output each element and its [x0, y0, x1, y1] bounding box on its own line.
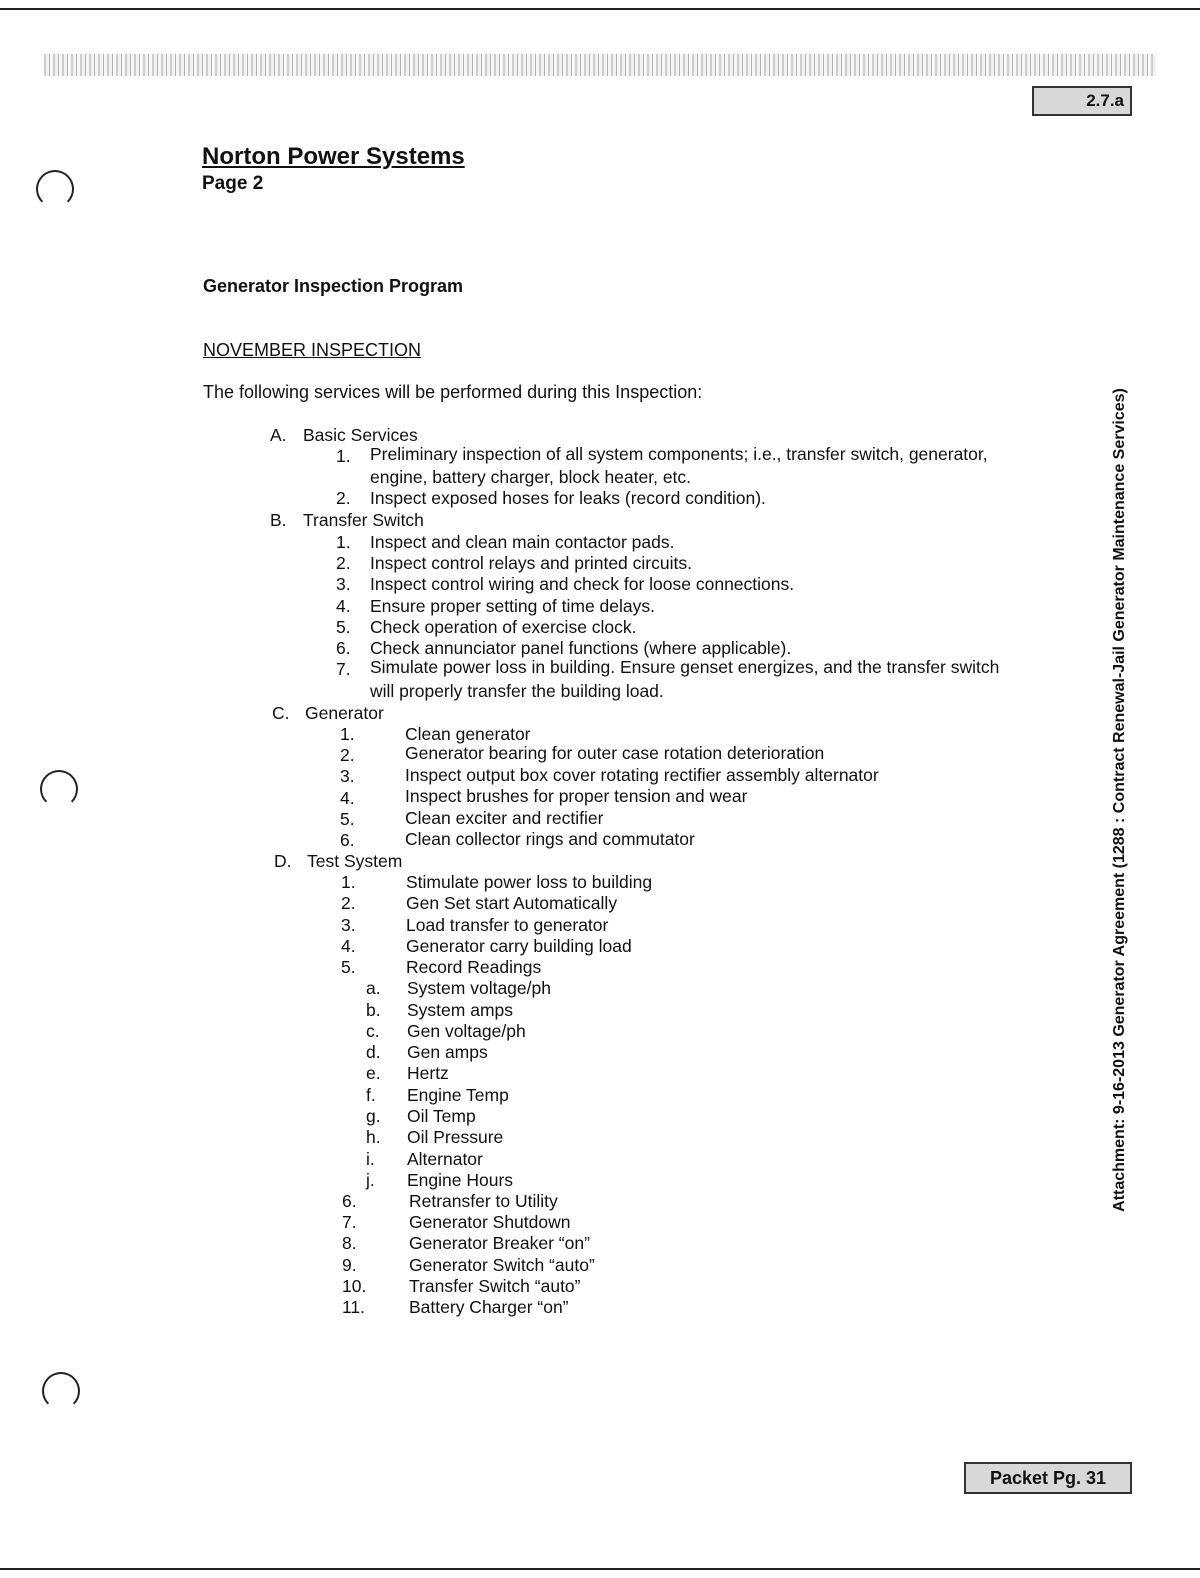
list-item-continuation: will properly transfer the building load.	[370, 681, 664, 701]
list-item: Stimulate power loss to building	[406, 872, 653, 892]
page-number: Page 2	[202, 173, 264, 194]
list-item: Simulate power loss in building. Ensure genset energizes, and the transfer switch	[370, 657, 1000, 677]
reading-item: Engine Temp	[407, 1085, 509, 1105]
section-d-marker: D.	[274, 851, 292, 871]
list-number: 8.	[342, 1233, 357, 1253]
list-item: Preliminary inspection of all system components; i.e., transfer switch, generator,	[370, 444, 988, 464]
section-c-title: Generator	[305, 703, 384, 723]
reading-letter: i.	[366, 1149, 375, 1169]
list-item: Inspect control relays and printed circuits.	[370, 553, 692, 573]
list-item: Load transfer to generator	[406, 915, 609, 935]
list-number: 2.	[336, 553, 351, 573]
list-item: Check operation of exercise clock.	[370, 617, 637, 637]
list-item: Generator carry building load	[406, 936, 632, 956]
list-item: Inspect and clean main contactor pads.	[370, 532, 675, 552]
list-number: 5.	[336, 617, 351, 637]
reading-item: Hertz	[407, 1063, 449, 1083]
reading-item: System amps	[407, 1000, 513, 1020]
list-item: Gen Set start Automatically	[406, 893, 618, 913]
list-item: Clean collector rings and commutator	[405, 829, 695, 849]
reading-letter: h.	[366, 1127, 381, 1147]
section-a-title: Basic Services	[303, 425, 418, 445]
packet-page-tag: Packet Pg. 31	[964, 1462, 1132, 1494]
punch-hole-icon	[42, 1372, 80, 1410]
list-item: Check annunciator panel functions (where applicable).	[370, 638, 792, 658]
list-number: 3.	[336, 574, 351, 594]
list-item: Clean generator	[405, 724, 531, 744]
list-number: 2.	[336, 488, 351, 508]
bottom-border-line	[0, 1568, 1200, 1570]
reading-letter: j.	[366, 1170, 375, 1190]
company-name: Norton Power Systems	[202, 143, 465, 170]
list-number: 9.	[342, 1255, 357, 1275]
list-number: 1.	[336, 446, 351, 466]
reading-item: Oil Pressure	[407, 1127, 504, 1147]
list-number: 3.	[341, 915, 356, 935]
list-item: Generator Breaker “on”	[409, 1233, 590, 1253]
section-b-marker: B.	[270, 510, 287, 530]
list-item: Ensure proper setting of time delays.	[370, 596, 656, 616]
list-item: Record Readings	[406, 957, 542, 977]
top-border-line	[0, 8, 1200, 10]
reading-item: Gen voltage/ph	[407, 1021, 526, 1041]
list-number: 1.	[336, 532, 351, 552]
list-number: 6.	[336, 638, 351, 658]
section-b-title: Transfer Switch	[303, 510, 424, 530]
reading-letter: f.	[366, 1085, 376, 1105]
list-number: 4.	[336, 596, 351, 616]
reading-letter: b.	[366, 1000, 381, 1020]
reading-item: Gen amps	[407, 1042, 488, 1062]
reading-letter: e.	[366, 1063, 381, 1083]
section-title: NOVEMBER INSPECTION	[203, 340, 422, 360]
list-item: Transfer Switch “auto”	[409, 1276, 581, 1296]
section-d-title: Test System	[307, 851, 403, 871]
reading-letter: a.	[366, 978, 381, 998]
list-item-continuation: engine, battery charger, block heater, etc.	[370, 467, 692, 487]
list-item: Generator bearing for outer case rotation deterioration	[405, 743, 825, 763]
section-a-marker: A.	[270, 425, 287, 445]
list-item: Battery Charger “on”	[409, 1297, 569, 1317]
reading-letter: d.	[366, 1042, 381, 1062]
reading-item: Alternator	[407, 1149, 483, 1169]
list-number: 1.	[340, 724, 355, 744]
list-item: Inspect output box cover rotating rectifier assembly alternator	[405, 765, 879, 785]
list-number: 5.	[340, 809, 355, 829]
list-item: Inspect brushes for proper tension and wear	[405, 786, 748, 806]
list-item: Inspect exposed hoses for leaks (record condition).	[370, 488, 766, 508]
list-number: 7.	[342, 1212, 357, 1232]
list-number: 4.	[340, 788, 355, 808]
list-number: 10.	[342, 1276, 367, 1296]
list-number: 1.	[341, 872, 356, 892]
scan-noise-band	[44, 54, 1156, 76]
list-item: Retransfer to Utility	[409, 1191, 558, 1211]
punch-hole-icon	[36, 170, 74, 208]
list-item: Inspect control wiring and check for loose connections.	[370, 574, 795, 594]
reading-letter: c.	[366, 1021, 380, 1041]
list-number: 7.	[336, 659, 351, 679]
list-item: Generator Shutdown	[409, 1212, 571, 1232]
list-number: 11.	[342, 1297, 366, 1317]
reading-letter: g.	[366, 1106, 381, 1126]
intro-text: The following services will be performed during this Inspection:	[203, 382, 703, 402]
list-item: Clean exciter and rectifier	[405, 808, 604, 828]
reading-item: Engine Hours	[407, 1170, 514, 1190]
reading-item: System voltage/ph	[407, 978, 551, 998]
list-number: 2.	[340, 745, 355, 765]
list-number: 2.	[341, 893, 356, 913]
list-item: Generator Switch “auto”	[409, 1255, 595, 1275]
list-number: 6.	[340, 830, 355, 850]
list-number: 6.	[342, 1191, 357, 1211]
program-title: Generator Inspection Program	[203, 276, 464, 296]
list-number: 3.	[340, 766, 355, 786]
list-number: 5.	[341, 957, 356, 977]
list-number: 4.	[341, 936, 356, 956]
page-tag: 2.7.a	[1032, 86, 1132, 116]
reading-item: Oil Temp	[407, 1106, 476, 1126]
section-c-marker: C.	[272, 703, 290, 723]
punch-hole-icon	[40, 770, 78, 808]
attachment-side-label: Attachment: 9-16-2013 Generator Agreement (1288 : Contract Renewal-Jail Generator Maintenance Services)	[1111, 388, 1128, 1212]
